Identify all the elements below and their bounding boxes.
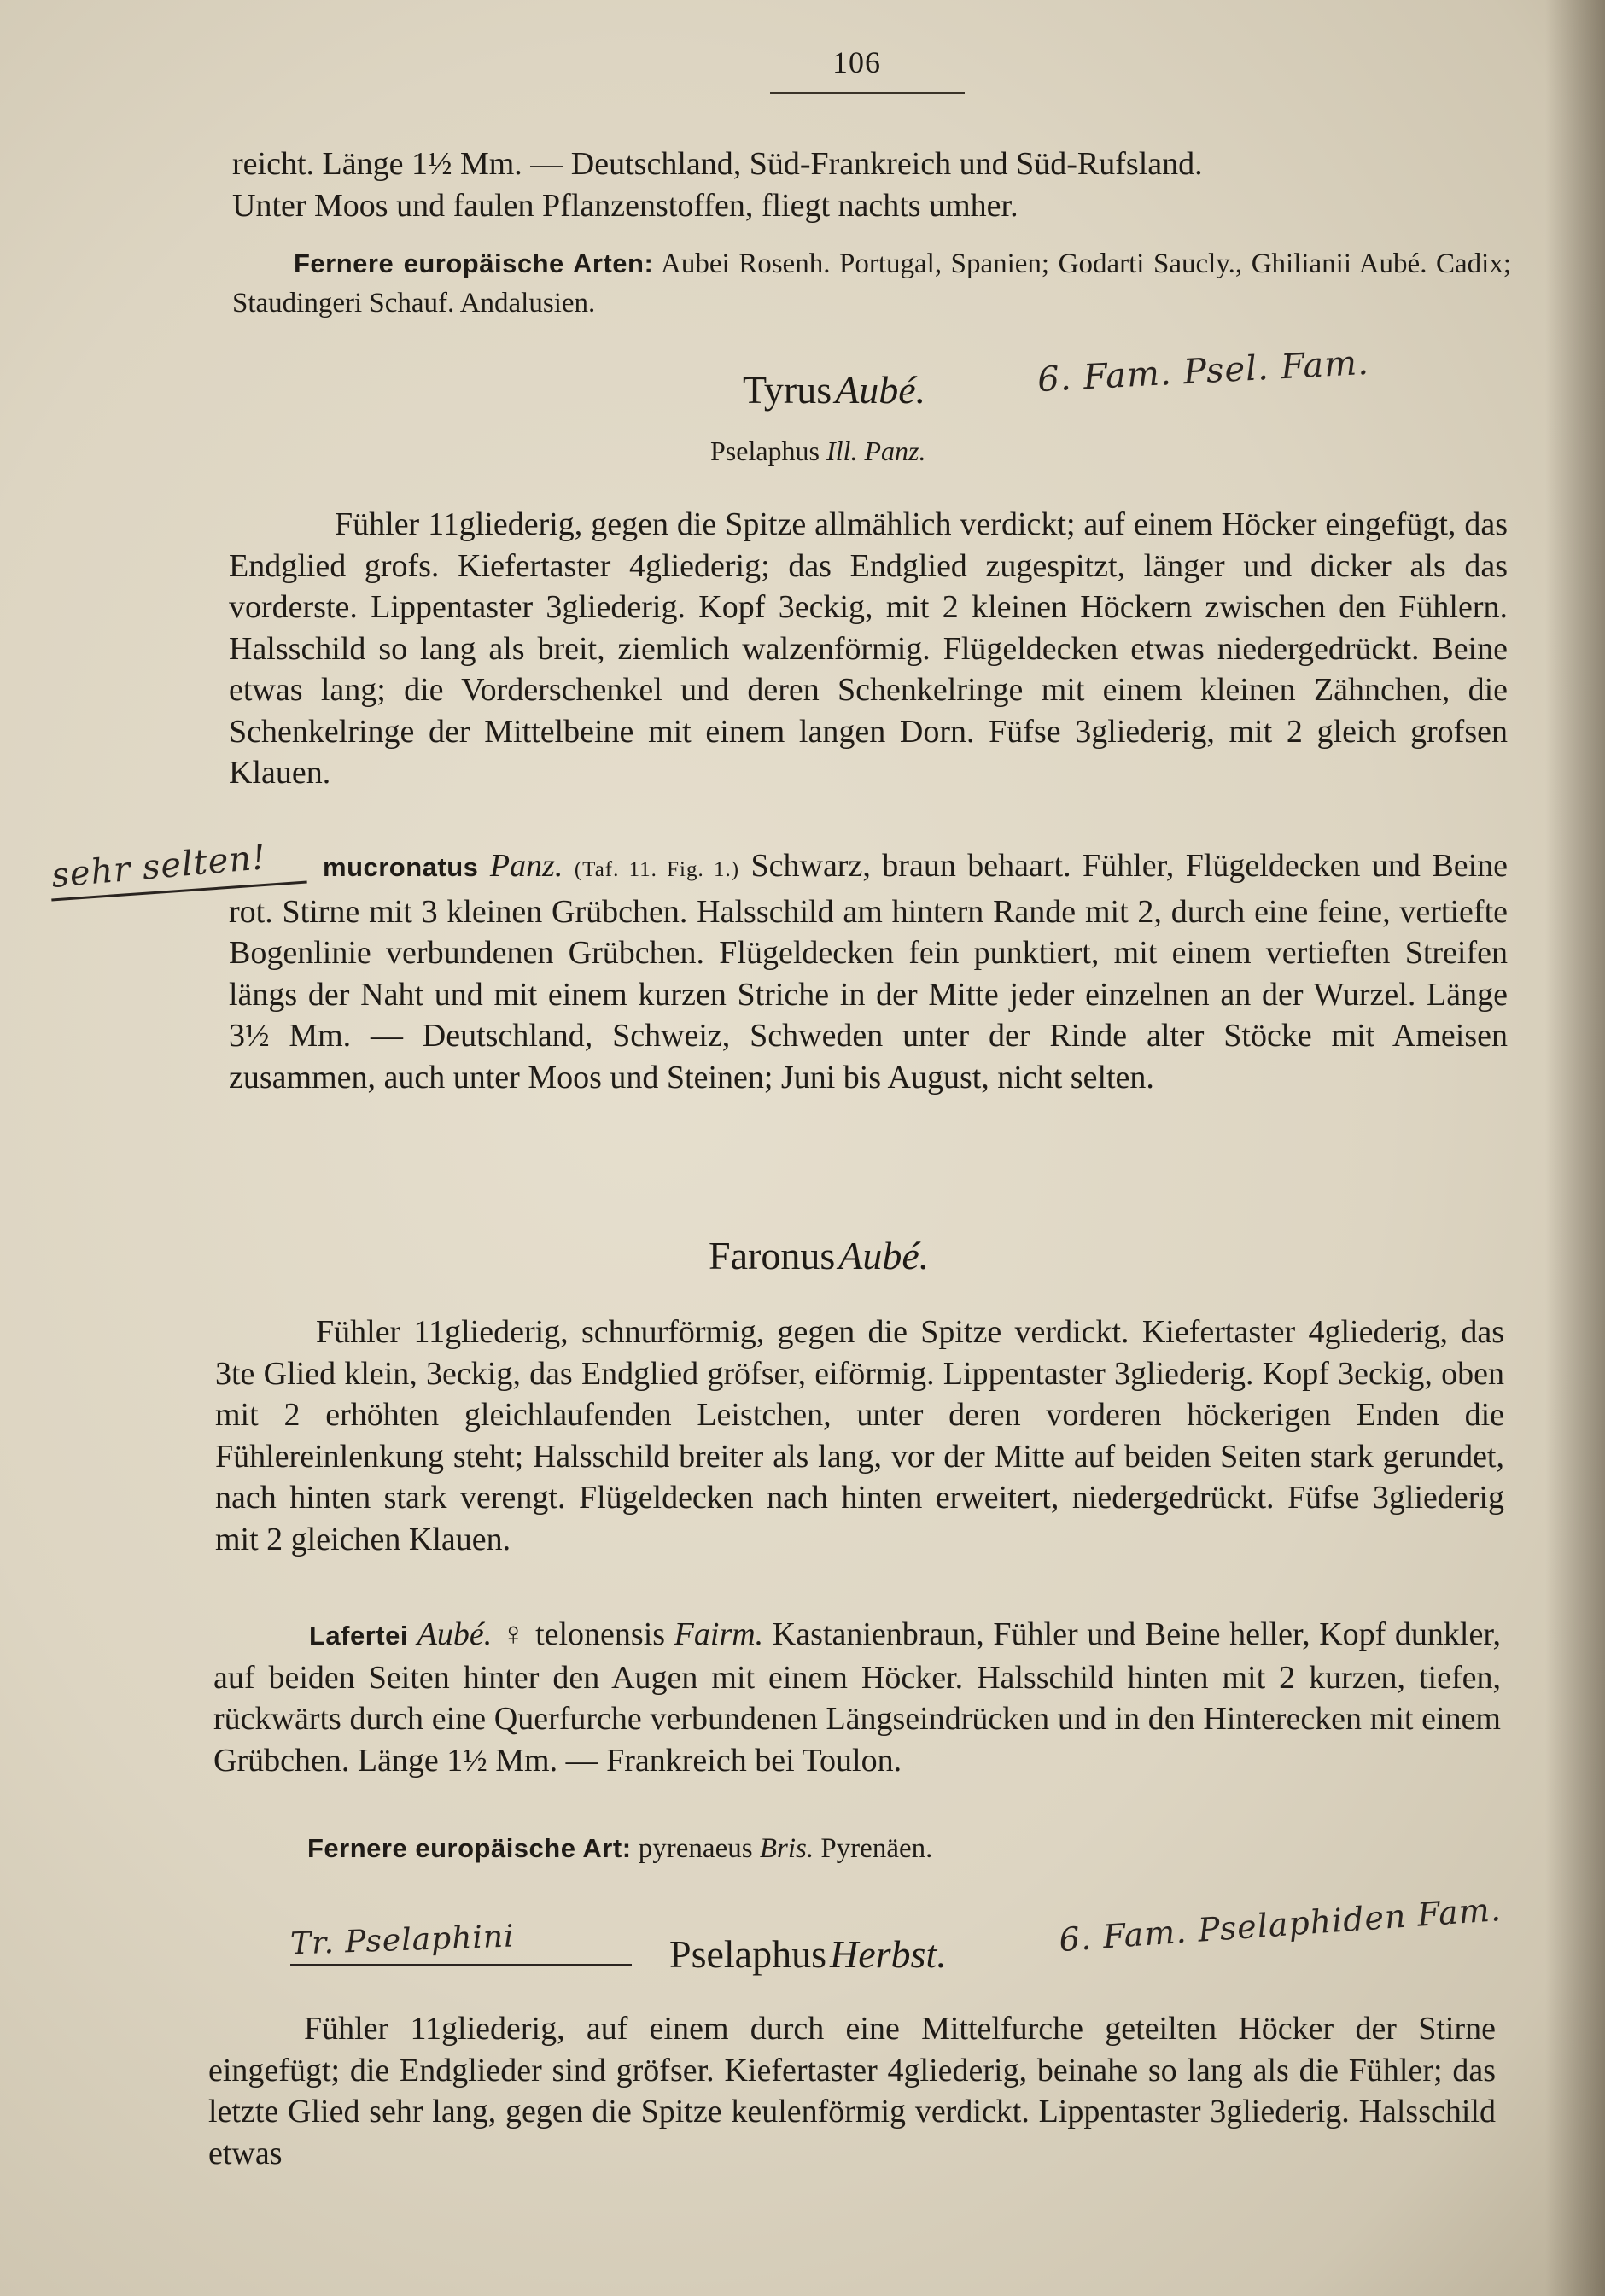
species-name: Lafertei	[309, 1621, 408, 1650]
synonym-author: Fairm.	[674, 1616, 764, 1652]
intro-line: reicht. Länge 1½ Mm. — Deutschland, Süd-Frankreich und Süd-Rufsland.	[232, 146, 1203, 182]
female-symbol: ♀	[500, 1616, 527, 1652]
species-author: Panz.	[489, 848, 563, 884]
fernere-arten-note	[232, 244, 1511, 323]
header-rule	[770, 92, 965, 94]
genus-heading-tyrus	[743, 367, 925, 412]
genus-synonym	[710, 435, 925, 467]
fernere-art-note	[307, 1829, 932, 1868]
fernere-label: Fernere europäische Art:	[307, 1833, 632, 1863]
species-place: Pyrenäen.	[820, 1833, 933, 1864]
synonym-name: telonensis	[535, 1616, 666, 1652]
synonym-name: Pselaphus	[710, 435, 820, 466]
handwritten-note: 6. Fam. Pselaphiden Fam.	[1058, 1890, 1503, 1960]
synonym-authors: Ill. Panz.	[826, 435, 926, 466]
page-number: 106	[832, 45, 881, 79]
species-entry-lafertei	[213, 1614, 1501, 1781]
fernere-label: Fernere europäische Arten:	[294, 248, 654, 278]
genus-heading-faronus	[709, 1233, 929, 1278]
species-name: pyrenaeus	[638, 1833, 753, 1864]
species-author: Bris.	[759, 1833, 814, 1864]
intro-paragraph	[232, 143, 1511, 226]
genus-name: Pselaphus	[669, 1932, 826, 1976]
species-name: mucronatus	[323, 852, 479, 882]
handwritten-underline	[290, 1964, 632, 1966]
fernere-text: Aubei Rosenh. Portugal, Spanien; Godarti Saucly., Ghilianii Aubé. Cadix; Staudingeri Schauf. Andalusien.	[232, 248, 1511, 318]
genus-name: Tyrus	[743, 368, 832, 412]
genus-author: Herbst.	[830, 1932, 947, 1976]
species-author: Aubé.	[417, 1616, 493, 1652]
handwritten-note: sehr selten!	[50, 838, 268, 896]
handwritten-note: Tr. Pselaphini	[289, 1919, 516, 1962]
pselaphus-description: Fühler 11gliederig, auf einem durch eine Mittelfurche geteilten Höcker der Stirne eingefügt; die Endglieder sind gröfser. Kiefertaster 4gliederig, beinahe so lang als die Fühler; das letzte Glied sehr lang, gegen die Spitze keulenförmig verdickt. Lippentaster 3gliederig. Halsschild etwas	[208, 2011, 1496, 2171]
faronus-description: Fühler 11gliederig, schnurförmig, gegen die Spitze verdickt. Kiefertaster 4gliederig, das 3te Glied klein, 3eckig, das Endglied gröfser, eiförmig. Lippentaster 3gliederig. Kopf 3eckig, oben mit 2 erhöhten gleichlaufenden Leistchen, unter deren vorderen höckerigen Enden die Fühlereinlenkung steht; Halsschild breiter als lang, vor der Mitte auf beiden Seiten stark gerundet, nach hinten stark verengt. Flügeldecken nach hinten erweitert, niedergedrückt. Füfse 3gliederig mit 2 gleichen Klauen.	[215, 1314, 1504, 1557]
genus-author: Aubé.	[835, 368, 926, 412]
handwritten-note: 6. Fam. Psel. Fam.	[1036, 342, 1370, 400]
tyrus-description: Fühler 11gliederig, gegen die Spitze allmählich verdickt; auf einem Höcker eingefügt, das Endglied grofs. Kiefertaster 4gliederig; das Endglied zugespitzt, länger und dicker als das vorderste. Lippentaster 3gliederig. Kopf 3eckig, mit 2 kleinen Höckern zwischen den Fühlern. Halsschild so lang als breit, ziemlich walzenförmig. Flügeldecken etwas niedergedrückt. Beine etwas lang; die Vorderschenkel und deren Schenkelringe mit einem kleinen Zähnchen, die Schenkelringe der Mittelbeine mit einem langen Dorn. Füfse 3gliederig, mit 2 gleich grofsen Klauen.	[229, 506, 1508, 791]
plate-reference: (Taf. 11. Fig. 1.)	[574, 858, 740, 881]
species-text: Schwarz, braun behaart. Fühler, Flügeldecken und Beine rot. Stirne mit 3 kleinen Grübchen. Halsschild am hintern Rande mit 2, durch eine feine, vertiefte Bogenlinie verbundenen Grübchen. Flügeldecken fein punktiert, mit einem vertieften Streifen längs der Naht und mit einem kurzen Striche in der Mitte jeder einzelnen an der Wurzel. Länge 3½ Mm. — Deutschland, Schweiz, Schweden unter der Rinde alter Stöcke mit Ameisen zusammen, auch unter Moos und Steinen; Juni bis August, nicht selten.	[229, 848, 1508, 1095]
intro-line: Unter Moos und faulen Pflanzenstoffen, fliegt nachts umher.	[232, 187, 1018, 224]
species-entry-mucronatus	[229, 845, 1508, 1098]
genus-heading-pselaphus	[669, 1931, 947, 1977]
genus-name: Faronus	[709, 1234, 836, 1277]
genus-author: Aubé.	[838, 1234, 930, 1277]
species-text: Kastanienbraun, Fühler und Beine heller, Kopf dunkler, auf beiden Seiten hinter den Augen mit einem Höcker. Halsschild hinten mit 2 kurzen, tiefen, rückwärts durch eine Querfurche verbundenen Längseindrücken und in den Hinterecken mit einem Grübchen. Länge 1½ Mm. — Frankreich bei Toulon.	[213, 1616, 1501, 1779]
